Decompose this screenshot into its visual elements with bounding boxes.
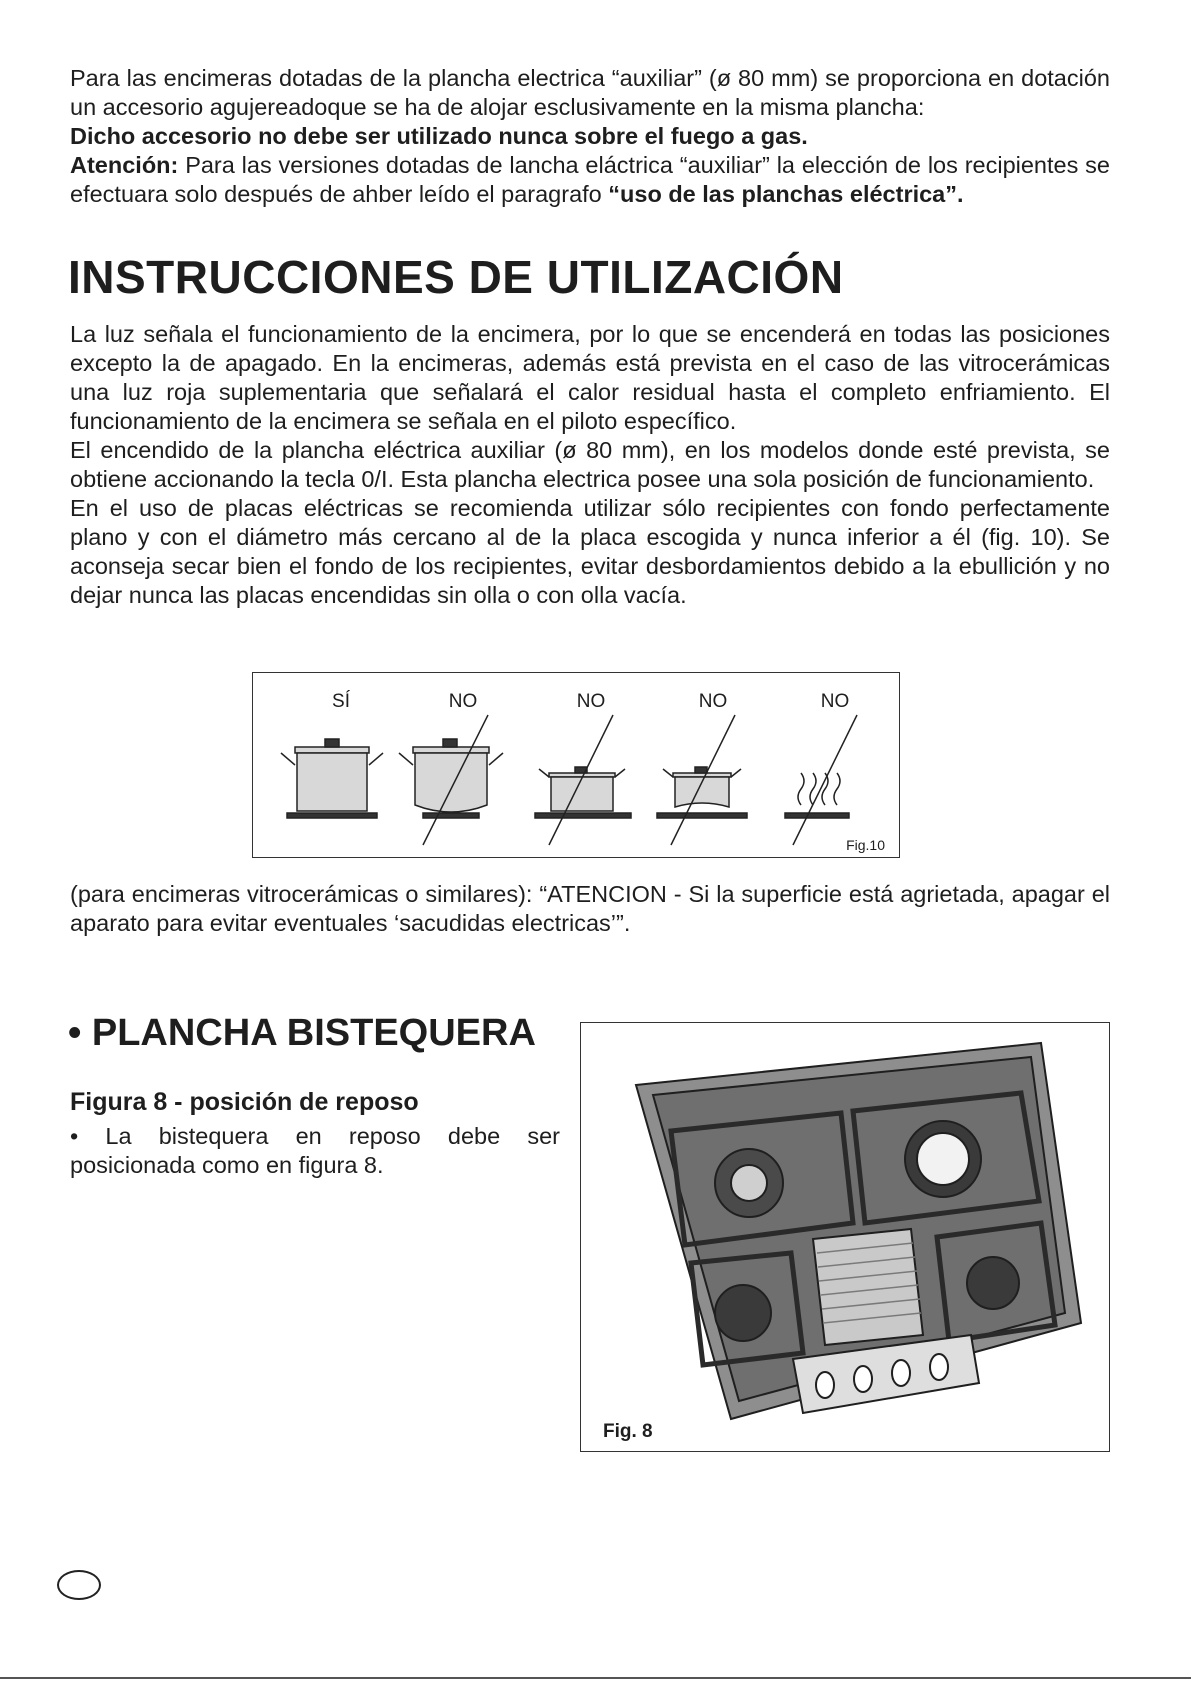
subtitle-figura-8: Figura 8 - posición de reposo: [70, 1088, 419, 1116]
intro-text: [70, 64, 1110, 209]
fig10-caption: Fig.10: [846, 837, 885, 853]
pot-correct-icon: [281, 739, 383, 818]
fig10-label-no-3: NO: [698, 691, 728, 712]
intro-bold-warning: Dicho accesorio no debe ser utilizado nunca sobre el fuego a gas.: [70, 123, 808, 149]
intro-atencion: Atención: Para las versiones dotadas de lancha eláctrica “auxiliar” la elección de los recipientes se efectuara solo después de ahber leído el paragrafo “uso de las planchas eléctrica”.: [70, 152, 1110, 207]
plancha-text: • La bistequera en reposo debe ser posicionada como en figura 8.: [70, 1123, 560, 1178]
empty-hot-plate-icon: [785, 715, 857, 845]
pot-uneven-bottom-icon: [657, 715, 747, 845]
pot-too-large-icon: [399, 715, 503, 845]
fig10-label-no-4: NO: [820, 691, 850, 712]
section-title-plancha: • PLANCHA BISTEQUERA: [68, 1012, 536, 1054]
instructions-paragraph-1: La luz señala el funcionamiento de la encimera, por lo que se encenderá en todas las posiciones excepto la de apagado. En la encimeras, además está prevista en el caso de las vitrocerámicas una luz roja suplementaria que señalará el calor residual hasta el completo enfriamiento. El funcionamiento de la encimera se señala en el piloto específico.: [70, 321, 1110, 434]
fig10-pots-illustration: [253, 673, 898, 856]
section-title-instrucciones: INSTRUCCIONES DE UTILIZACIÓN: [68, 251, 844, 303]
fig8-caption: Fig. 8: [603, 1421, 653, 1442]
fig10-label-no-1: NO: [448, 691, 478, 712]
figure-10: [252, 672, 900, 858]
page-number-oval: [57, 1570, 101, 1600]
instructions-text: [70, 320, 1110, 610]
figure-8: [580, 1022, 1110, 1452]
cooktop-illustration: [581, 1023, 1108, 1450]
warning-text: (para encimeras vitrocerámicas o similares): “ATENCION - Si la superficie está agrietada, apagar el aparato para evitar eventuales ‘sacudidas electricas’”.: [70, 881, 1110, 936]
fig10-label-si: SÍ: [332, 691, 350, 712]
instructions-paragraph-2: El encendido de la plancha eléctrica auxiliar (ø 80 mm), en los modelos donde esté prevista, se obtiene accionando la tecla 0/I. Esta plancha electrica posee una sola posición de funcionamiento.: [70, 437, 1110, 492]
fig10-label-no-2: NO: [576, 691, 606, 712]
intro-line: Para las encimeras dotadas de la plancha electrica “auxiliar” (ø 80 mm) se proporciona en dotación un accesorio agujereadoque se ha de alojar esclusivamente en la misma plancha:: [70, 65, 1110, 120]
instructions-paragraph-3: En el uso de placas eléctricas se recomienda utilizar sólo recipientes con fondo perfectamente plano y con el diámetro más cercano al de la placa escogida y nunca inferior a él (fig. 10). Se aconseja secar bien el fondo de los recipientes, evitar desbordamientos debido a la ebullición y no dejar nunca las placas encendidas sin olla o con olla vacía.: [70, 495, 1110, 608]
bottom-divider: [0, 1677, 1191, 1679]
pot-too-small-icon: [535, 715, 631, 845]
